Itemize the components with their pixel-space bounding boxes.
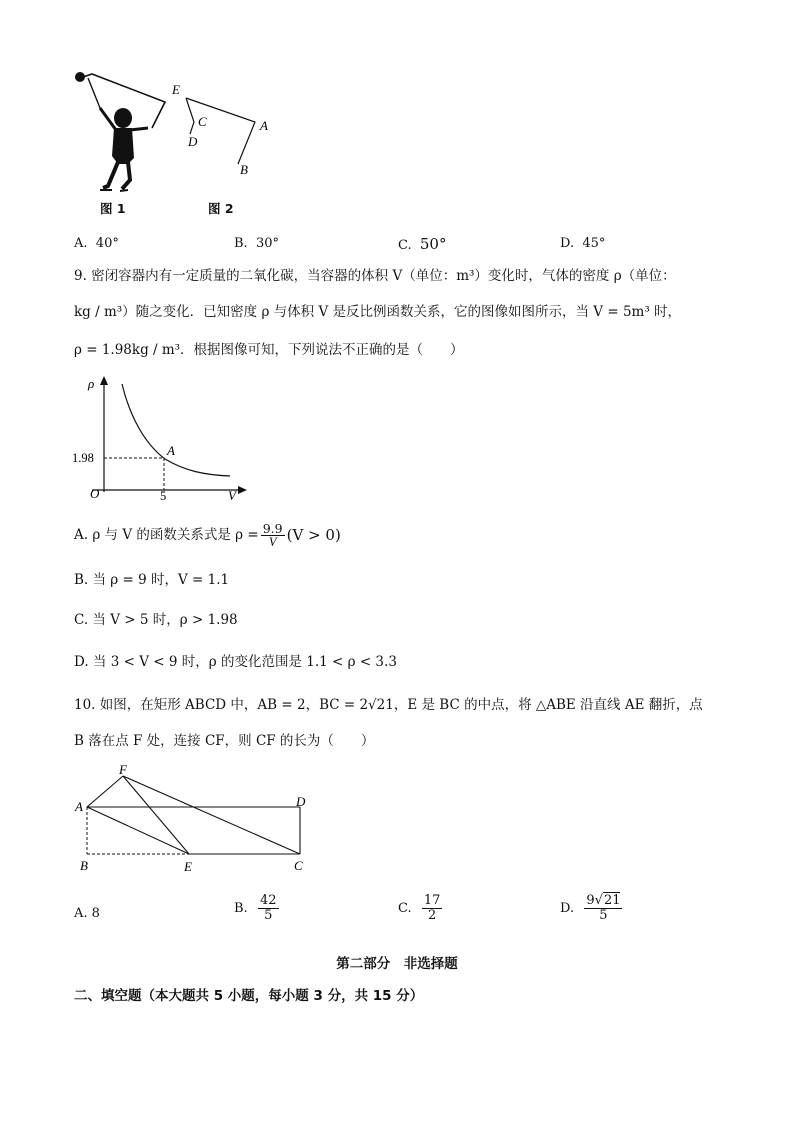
q9-density-volume-graph — [70, 372, 255, 504]
q9-option-d: D. 当 3 < V < 9 时，ρ 的变化范围是 1.1 < ρ < 3.3 — [74, 654, 397, 670]
q10-label-d: D — [296, 794, 306, 809]
fig2-label-d: D — [188, 134, 198, 149]
fig2-label-c: C — [198, 114, 207, 129]
figure-1-caption: 图 1 — [100, 201, 126, 216]
q10-option-d: D. $\frac{9√21}{5}$ — [560, 893, 621, 923]
q10-rectangle-figure — [72, 760, 322, 878]
q9-graph-y-tick: 1.98 — [72, 451, 94, 465]
q9-graph-origin: O — [90, 486, 100, 501]
q9-stem-line-3: ρ = 1.98kg / m³．根据图像可知，下列说法不正确的是（ ） — [74, 342, 464, 358]
q9-graph-x-tick: 5 — [160, 489, 167, 503]
q10-label-f: F — [119, 762, 127, 777]
q10-stem-line-1: 10. 如图，在矩形 ABCD 中，AB = 2，BC = 2√21，E 是 BC 的中点，将 △ABE 沿直线 AE 翻折，点 — [74, 697, 703, 713]
q9-graph-y-label: ρ — [88, 376, 95, 391]
figure-2-broken-line — [168, 78, 278, 183]
fig2-label-a: A — [260, 118, 268, 133]
q8-option-d: D. 45° — [560, 236, 606, 251]
fig2-label-b: B — [240, 162, 248, 177]
section-2-title: 二、填空题（本大题共 5 小题，每小题 3 分，共 15 分） — [74, 988, 424, 1004]
q9-graph-point-a: A — [167, 443, 175, 458]
figure-2-caption: 图 2 — [208, 201, 234, 216]
q10-option-c: C. $\frac{17}{2}$ — [398, 893, 441, 923]
fig2-label-e: E — [172, 82, 180, 97]
part-2-title: 第二部分 非选择题 — [336, 956, 458, 972]
q10-label-a: A — [75, 799, 83, 814]
q10-label-c: C — [294, 858, 303, 873]
q8-option-c: C. 50° — [398, 235, 447, 253]
q10-stem-line-2: B 落在点 F 处，连接 CF，则 CF 的长为（ ） — [74, 733, 375, 749]
q9-stem-line-2: kg / m³）随之变化．已知密度 ρ 与体积 V 是反比例函数关系，它的图像如图所示，当 V = 5m³ 时， — [74, 304, 682, 320]
q9-graph-x-label: V — [228, 488, 236, 503]
q10-label-b: B — [80, 858, 88, 873]
q9-option-a: A. ρ 与 V 的函数关系式是 ρ = $\frac{9.9}{V}$ (V > 0) — [74, 521, 341, 550]
q9-stem-line-1: 9. 密闭容器内有一定质量的二氧化碳，当容器的体积 V（单位：m³）变化时，气体的密度 ρ（单位： — [74, 268, 676, 284]
q10-option-b: B. $\frac{42}{5}$ — [234, 893, 277, 923]
q9-option-c: C. 当 V > 5 时，ρ > 1.98 — [74, 612, 238, 628]
q8-option-a: A. 40° — [74, 236, 119, 251]
q10-option-a: A. 8 — [74, 906, 100, 921]
q10-label-e: E — [184, 859, 192, 874]
q9-option-b: B. 当 ρ = 9 时，V = 1.1 — [74, 572, 230, 588]
q8-option-b: B. 30° — [234, 236, 279, 251]
figure-1-jump-rope-image — [70, 68, 170, 194]
